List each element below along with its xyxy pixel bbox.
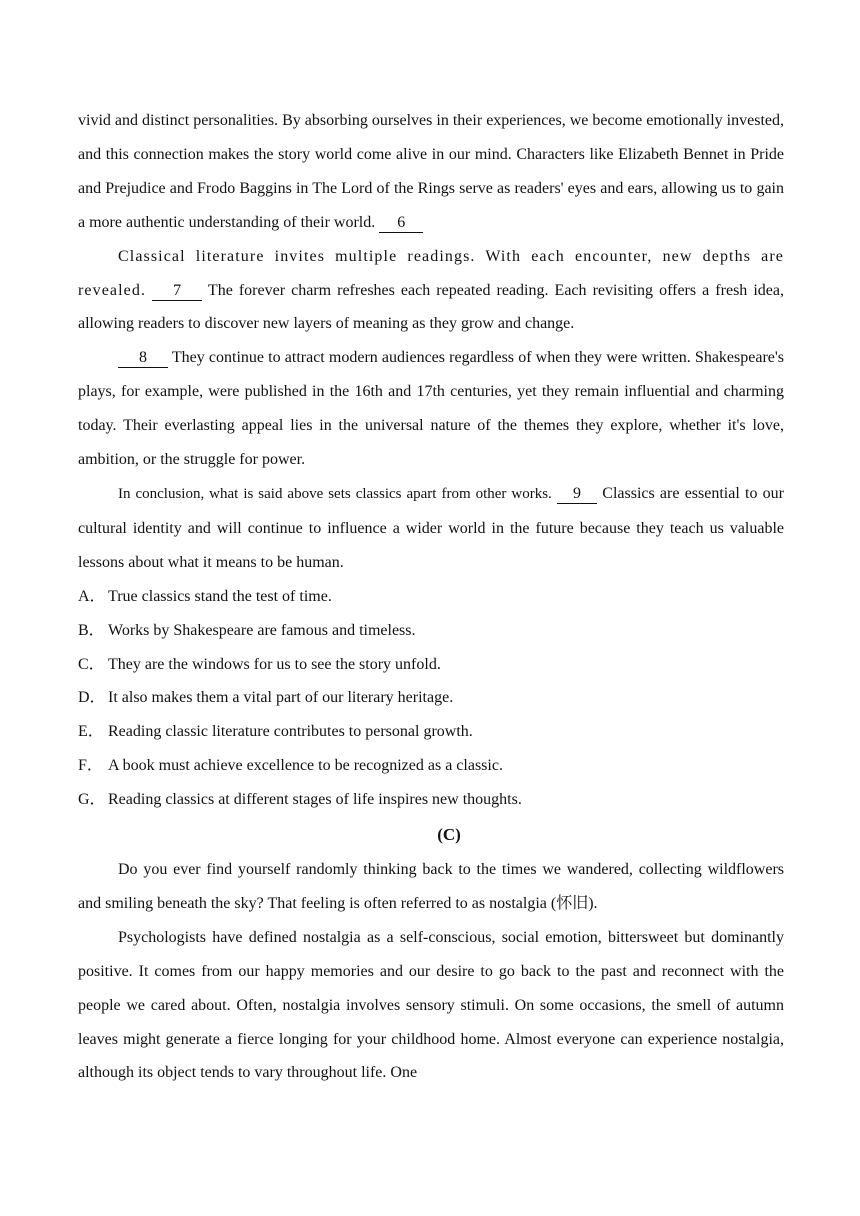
answer-blank-8: 8 (118, 349, 168, 368)
option-text: Reading classic literature contributes to personal growth. (108, 723, 473, 741)
passage-b-paragraph-2 (78, 240, 784, 342)
option-f (78, 749, 784, 783)
option-g (78, 783, 784, 817)
answer-blank-6: 6 (379, 214, 423, 233)
section-title: (C) (437, 825, 461, 845)
option-text: Works by Shakespeare are famous and timeless. (108, 621, 416, 639)
option-c (78, 648, 784, 682)
answer-blank-7: 7 (152, 282, 202, 301)
passage-b-paragraph-4 (78, 477, 784, 580)
option-letter: A． (78, 587, 106, 605)
paragraph-text: Classics are essential to our cultural identity and will continue to influence a wider world in the future because they teach us valuable lessons about what it means to be human. (78, 484, 785, 571)
option-b (78, 614, 784, 648)
option-letter: G． (78, 791, 106, 809)
answer-blank-9: 9 (557, 485, 597, 504)
option-text: It also makes them a vital part of our literary heritage. (108, 689, 454, 707)
option-text: They are the windows for us to see the story unfold. (108, 655, 441, 673)
option-e (78, 715, 784, 749)
option-letter: B． (78, 621, 105, 639)
passage-b-paragraph-1 (78, 104, 784, 240)
option-letter: E． (78, 723, 104, 741)
options-list (78, 580, 784, 817)
passage-c-paragraph-1: Do you ever find yourself randomly thinking back to the times we wandered, collecting wildflowers and smiling beneath the sky? That feeling is often referred to as nostalgia (怀旧). (78, 861, 784, 912)
paragraph-text: The forever charm refreshes each repeated reading. Each revisiting offers a fresh idea, allowing readers to discover new layers of meaning as they grow and change. (78, 281, 784, 333)
paragraph-text: vivid and distinct personalities. By absorbing ourselves in their experiences, we become emotionally invested, and this connection makes the story world come alive in our mind. Characters like Elizabeth Bennet in Pride and Prejudice and Frodo Baggins in The Lord of the Rings serve as readers' eyes and ears, allowing us to gain a more authentic understanding of their world. (78, 112, 784, 231)
option-letter: D． (78, 689, 106, 707)
option-text: True classics stand the test of time. (108, 587, 332, 605)
option-letter: C． (78, 655, 105, 673)
option-text: A book must achieve excellence to be recognized as a classic. (108, 757, 503, 775)
paragraph-text: Classical literature invites multiple readings. With each encounter, new depths are revealed. (78, 247, 784, 299)
document-page (78, 104, 784, 1090)
passage-b-paragraph-3 (78, 341, 784, 477)
paragraph-text: They continue to attract modern audiences regardless of when they were written. Shakespeare's plays, for example, were published in the 16th and 17th centuries, yet they remain influential and charming today. Their everlasting appeal lies in the universal nature of the themes they explore, whether it's love, ambition, or the struggle for power. (78, 349, 784, 469)
paragraph-text: In conclusion, what is said above sets classics apart from other works. (118, 485, 552, 502)
option-text: Reading classics at different stages of life inspires new thoughts. (108, 791, 522, 809)
option-letter: F． (78, 757, 103, 775)
option-a (78, 580, 784, 614)
option-d (78, 681, 784, 715)
passage-c-paragraph-2: Psychologists have defined nostalgia as a self-conscious, social emotion, bittersweet but dominantly positive. It comes from our happy memories and our desire to go back to the past and reconnect with the people we cared about. Often, nostalgia involves sensory stimuli. On some occasions, the smell of autumn leaves might generate a fierce longing for your childhood home. Almost everyone can experience nostalgia, although its object tends to vary throughout life. One (78, 928, 784, 1082)
